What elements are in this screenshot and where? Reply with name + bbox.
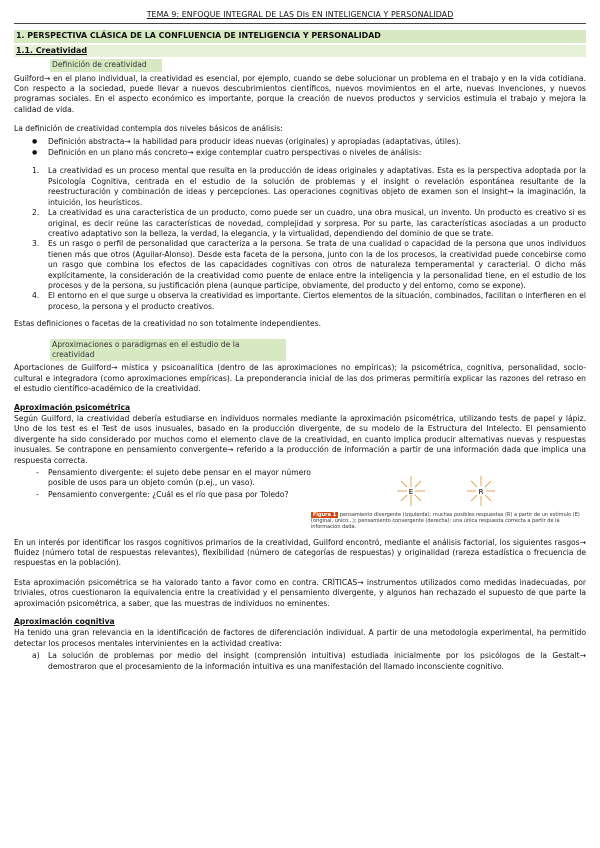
item-text: El entorno en el que surge u observa la creatividad es importante. Ciertos elementos de la situación, combinados, facilitan o interfieren en el proceso, la persona y el producto creativos. [48, 291, 586, 311]
item-number: 4. [32, 291, 40, 301]
numbered-item [14, 208, 586, 239]
response-label: R [478, 488, 484, 497]
cognitive-paragraph: Ha tenido una gran relevancia en la identificación de factores de diferenciación individual. A partir de una metodología experimental, ha permitido detectar los procesos mentales intervinientes en la actividad creativa: [14, 628, 586, 648]
thinking-types-section [14, 468, 586, 531]
numbered-item [14, 166, 586, 208]
item-text: La solución de problemas por medio del insight (comprensión intuitiva) estudiada inicialmente por los psicólogos de la Gestalt→ demostraron que el procesamiento de la información intuitiva es una manifestación del llamado inconsciente cognitivo. [48, 651, 586, 671]
subsection-heading [14, 45, 586, 57]
numbered-item [14, 239, 586, 291]
document-page [14, 10, 586, 672]
definition-heading: Definición de creatividad [50, 59, 162, 71]
item-text: La creatividad es un proceso mental que resulta en la producción de ideas originales y adaptativas. Esta es la perspectiva adoptada por la Psicología Cognitiva, centrada en el estudio de la solución de problemas y el insight o revelación espontánea resultante de la reestructuración y combinación de ideas y percepciones. Las operaciones cognitivas objeto de examen son el insight→ la imaginación, la intuición, los heurísticos. [48, 166, 586, 207]
cognitive-process-list [14, 651, 586, 672]
item-text: La creatividad es una característica de un producto, como puede ser un cuadro, una obra musical, un invento. Un producto es creativo si es original, es decir reúne las características de novedad, complejidad y sorpresa. Por su parte, las características asociadas a un producto creativo adaptativo son la belleza, la verdad, la elegancia, y la virtualidad, dependiendo del dominio de que se trate. [48, 208, 586, 238]
figure-caption-tag: Figura 1 [312, 512, 337, 519]
cognitive-heading: Aproximación cognitiva [14, 617, 115, 627]
section-heading: 1. PERSPECTIVA CLÁSICA DE LA CONFLUENCIA DE INTELIGENCIA Y PERSONALIDAD [14, 30, 586, 42]
definition-bullet-list [14, 137, 586, 159]
item-number: 2. [32, 208, 40, 218]
criticism-paragraph: Esta aproximación psicométrica se ha valorado tanto a favor como en contra. CRÍTICAS→ instrumentos utilizados como medidas inadecuadas, por triviales, otros cuestionaron la equivalencia entre la creatividad y el pensamiento divergente, y algunos han rechazado el supuesto de que parte la aproximación psicométrica, a saber, que las muestras de individuos no eminentes. [14, 577, 586, 608]
perspectives-list [14, 166, 586, 312]
item-letter: a) [32, 651, 40, 661]
figure-caption [311, 512, 586, 531]
approaches-paragraph: Aportaciones de Guilford→ mística y psicoanalítica (dentro de las aproximaciones no empíricas); la psicométrica, cognitiva, personalidad, socio-cultural e integradora (como aproximaciones empíricas). La preponderancia inicial de las dos primeras permitiría explicar las razones del retraso en el estudio científico-académico de la creatividad. [14, 363, 586, 394]
thinking-figure [311, 472, 586, 531]
item-text: Es un rasgo o perfil de personalidad que caracteriza a la persona. Se trata de una cualidad o capacidad de la persona que unos individuos tienen más que otros (Aguilar-Alonso). Desde esta faceta de la persona, junto con la de los procesos, la creatividad puede concebirse como un rasgo que combina los efectos de las capacidades cognitivas con otros de naturaleza temperamental y caracterial. O dicho más explícitamente, la consideración de la creatividad como puente de enlace entre la inteligencia y la personalidad tiene, en el estudio de los procesos y de la persona, su justificación plena (aunque participe, obviamente, del producto y del entorno, como se expone). [48, 239, 586, 290]
figure-caption-text: pensamiento divergente (izquierda): muchas posibles respuestas (R) a partir de un estímulo (E) (original, único...); pensamiento convergente (derecha): una única respuesta correcta a partir de la información dada. [310, 512, 580, 531]
title-divider [14, 23, 586, 24]
divergent-convergent-diagram [381, 472, 521, 510]
document-title: TEMA 9: ENFOQUE INTEGRAL DE LAS DIs EN INTELIGENCIA Y PERSONALIDAD [146, 10, 454, 19]
bullet-item: ● Definición en un plano más concreto→ exige contemplar cuatro perspectivas o niveles de análisis: [14, 148, 586, 158]
thinking-types-list [14, 468, 311, 531]
guilford-paragraph: Guilford→ en el plano individual, la creatividad es esencial, por ejemplo, cuando se debe solucionar un problema en el trabajo y en la vida cotidiana. Con respecto a la sociedad, puede llevar a nuevos descubrimientos científicos, nuevos movimientos en el arte, nuevas invenciones, y nuevos programas sociales. En el aspecto económico es importante, porque la creación de nuevos productos y servicios estimula el trabajo y mejora la calidad de vida. [14, 73, 586, 114]
stimulus-label: E [408, 488, 414, 497]
dash-item: - Pensamiento divergente: el sujeto debe pensar en el mayor número posible de usos para un objeto común (p.ej., un vaso). [14, 468, 311, 489]
dash-item: - Pensamiento convergente: ¿Cuál es el río que pasa por Toledo? [14, 490, 311, 500]
psychometric-heading: Aproximación psicométrica [14, 402, 131, 412]
alpha-item [14, 651, 586, 672]
item-number: 3. [32, 239, 40, 249]
approaches-heading: Aproximaciones o paradigmas en el estudio de la creatividad [50, 339, 286, 362]
facets-paragraph: Estas definiciones o facetas de la creatividad no son totalmente independientes. [14, 319, 322, 329]
numbered-item [14, 291, 586, 312]
levels-paragraph: La definición de creatividad contempla dos niveles básicos de análisis: [14, 124, 283, 134]
psychometric-paragraph: Según Guilford, la creatividad debería estudiarse en individuos normales mediante la aproximación psicométrica, utilizando tests de papel y lápiz. Uno de los test es el Test de usos inusuales, basado en la producción divergente, de su modelo de la Estructura del Intelecto. El pensamiento divergente ha sido considerado por muchos como el elemento clave de la creatividad, en cuanto implica producir alternativas nuevas y respuestas inusuales. Se contrapone en pensamiento convergente→ referido a la producción de información a partir de una información dada que implica una respuesta correcta. [14, 414, 586, 465]
item-number: 1. [32, 166, 40, 176]
traits-paragraph: En un interés por identificar los rasgos cognitivos primarios de la creatividad, Guilford encontró, mediante el análisis factorial, los siguientes rasgos→ fluidez (número total de respuestas relevantes), flexibilidad (número de categorías de respuestas) y originalidad (rareza estadística o frecuencia de respuestas en la población). [14, 537, 586, 568]
bullet-item: ● Definición abstracta→ la habilidad para producir ideas nuevas (originales) y apropiadas (adaptativas, útiles). [14, 137, 586, 147]
subsection-heading-text: 1.1. Creatividad [16, 45, 88, 55]
